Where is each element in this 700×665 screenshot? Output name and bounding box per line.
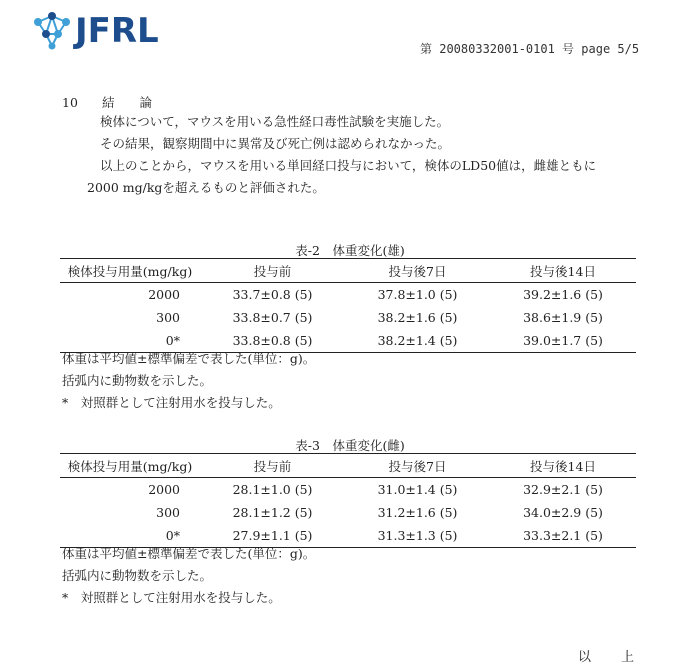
table-cell: 27.9±1.1 (5) [232, 528, 313, 543]
conclusion-line-1: 検体について，マウスを用いる急性経口毒性試験を実施した。 [100, 114, 450, 129]
table-cell: 34.0±2.9 (5) [523, 505, 603, 520]
section-number: 10 [62, 95, 78, 110]
section-title: 結 論 [102, 95, 153, 110]
table-cell: 31.0±1.4 (5) [377, 482, 458, 497]
table-cell: 33.3±2.1 (5) [523, 528, 603, 543]
table-cell: 37.8±1.0 (5) [377, 287, 458, 302]
column-header: 検体投与用量(mg/kg) [67, 458, 193, 474]
conclusion-line-3: 以上のことから，マウスを用いる単回経口投与において，検体のLD50値は，雌雄ともに [100, 158, 597, 173]
conclusion-line-2: その結果，観察期間中に異常及び死亡例は認められなかった。 [100, 136, 451, 151]
table-3-caption: 表-3 体重変化(雌) [295, 438, 405, 453]
table-cell: 32.9±2.1 (5) [523, 482, 603, 497]
section-heading [62, 93, 152, 111]
jfrl-logo [30, 8, 170, 52]
network-logo-icon [30, 8, 74, 52]
table-cell: 28.1±1.0 (5) [232, 482, 313, 497]
table-cell: 300 [156, 505, 180, 520]
table-cell: 39.0±1.7 (5) [523, 333, 603, 348]
table-row [60, 478, 636, 501]
table-cell: 33.8±0.7 (5) [232, 310, 313, 325]
table-2-note: * 対照群として注射用水を投与した。 [62, 395, 281, 410]
table-row [60, 501, 636, 524]
column-header: 投与後7日 [388, 263, 447, 279]
table-cell: 31.3±1.3 (5) [377, 528, 458, 543]
column-header: 検体投与用量(mg/kg) [67, 263, 193, 279]
table-cell: 0* [165, 528, 180, 543]
table-cell: 300 [156, 310, 180, 325]
table-cell: 2000 [148, 482, 180, 497]
column-header: 投与後14日 [530, 458, 596, 474]
table-header-row [60, 259, 636, 283]
table-2 [60, 258, 636, 353]
end-mark: 以上 [578, 650, 665, 665]
column-header: 投与後14日 [530, 263, 596, 279]
table-cell: 39.2±1.6 (5) [523, 287, 603, 302]
table-2-note: 体重は平均値±標準偏差で表した(単位：g)。 [62, 351, 316, 366]
table-cell: 2000 [148, 287, 180, 302]
table-cell: 38.2±1.6 (5) [377, 310, 458, 325]
column-header: 投与前 [253, 263, 292, 279]
conclusion-line-4: 2000 mg/kgを超えるものと評価された。 [87, 180, 325, 195]
table-cell: 38.2±1.4 (5) [377, 333, 458, 348]
table-cell: 38.6±1.9 (5) [523, 310, 603, 325]
table-3 [60, 453, 636, 548]
column-header: 投与後7日 [388, 458, 447, 474]
table-row [60, 283, 636, 306]
table-2-caption: 表-2 体重変化(雄) [295, 243, 405, 258]
document-number: 第 20080332001-0101 号 page 5/5 [420, 42, 640, 56]
table-3-note: * 対照群として注射用水を投与した。 [62, 590, 281, 605]
table-cell: 31.2±1.6 (5) [377, 505, 458, 520]
table-cell: 33.7±0.8 (5) [232, 287, 313, 302]
table-row [60, 306, 636, 329]
table-3-note: 体重は平均値±標準偏差で表した(単位：g)。 [62, 546, 316, 561]
table-cell: 33.8±0.8 (5) [232, 333, 313, 348]
column-header: 投与前 [253, 458, 292, 474]
table-2-note: 括弧内に動物数を示した。 [62, 373, 213, 388]
table-cell: 0* [165, 333, 180, 348]
logo-text: JFRL [75, 11, 159, 51]
table-cell: 28.1±1.2 (5) [232, 505, 313, 520]
table-3-note: 括弧内に動物数を示した。 [62, 568, 213, 583]
table-header-row [60, 454, 636, 478]
